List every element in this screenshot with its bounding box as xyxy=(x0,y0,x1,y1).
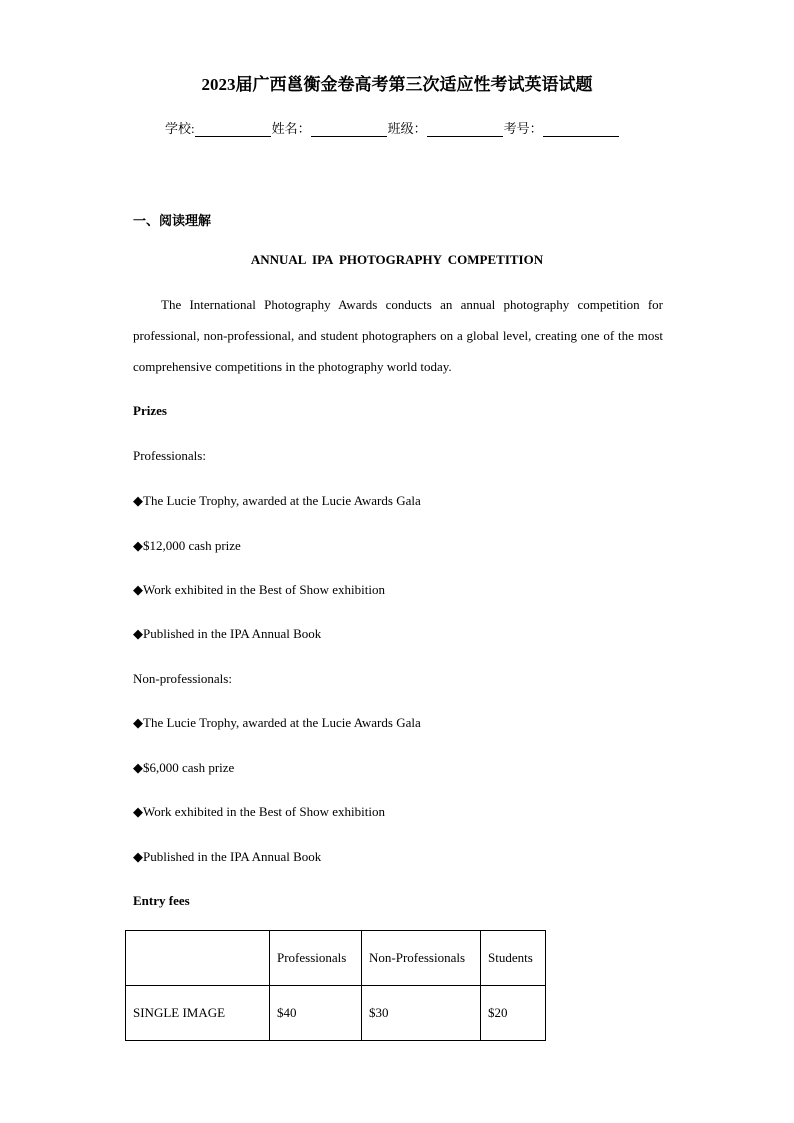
list-item: ◆$12,000 cash prize xyxy=(133,538,241,553)
list-item: ◆Published in the IPA Annual Book xyxy=(133,626,322,641)
table-row xyxy=(126,986,546,1041)
table-cell: $30 xyxy=(362,986,481,1041)
name-label: 姓名： xyxy=(271,121,311,136)
prizes-heading: Prizes xyxy=(133,403,167,418)
table-cell: $20 xyxy=(481,986,546,1041)
article-intro xyxy=(133,289,663,382)
list-item: ◆The Lucie Trophy, awarded at the Lucie Awards Gala xyxy=(133,493,421,508)
list-item: ◆Work exhibited in the Best of Show exhibition xyxy=(133,582,385,597)
list-item: ◆The Lucie Trophy, awarded at the Lucie Awards Gala xyxy=(133,715,421,730)
school-blank[interactable] xyxy=(195,122,271,137)
exam-no-blank[interactable] xyxy=(543,122,619,137)
class-blank[interactable] xyxy=(427,122,503,137)
school-label: 学校: xyxy=(165,121,195,136)
entry-fees-heading: Entry fees xyxy=(133,893,190,908)
entry-fees-table xyxy=(125,930,546,1041)
exam-no-label: 考号： xyxy=(503,121,543,136)
table-header-cell: Professionals xyxy=(270,931,362,986)
nonprofessionals-label: Non-professionals: xyxy=(133,671,232,686)
class-label: 班级： xyxy=(387,121,427,136)
professionals-label: Professionals: xyxy=(133,448,206,463)
document-title: 2023届广西邕衡金卷高考第三次适应性考试英语试题 xyxy=(201,75,593,94)
table-header-cell xyxy=(126,931,270,986)
student-info-line xyxy=(165,118,620,137)
list-item: ◆$6,000 cash prize xyxy=(133,760,235,775)
intro-paragraph: The International Photography Awards conducts an annual photography competition for professional, non-professional, and student photographers on a global level, creating one of the most comprehensive competitions in the photography world today. xyxy=(133,297,663,374)
list-item: ◆Work exhibited in the Best of Show exhibition xyxy=(133,804,385,819)
table-cell: $40 xyxy=(270,986,362,1041)
name-blank[interactable] xyxy=(311,122,387,137)
table-header-cell: Students xyxy=(481,931,546,986)
section-heading: 一、阅读理解 xyxy=(133,213,212,228)
article-title: ANNUAL IPA PHOTOGRAPHY COMPETITION xyxy=(250,252,544,267)
table-header-cell: Non-Professionals xyxy=(362,931,481,986)
table-cell: SINGLE IMAGE xyxy=(126,986,270,1041)
table-header-row xyxy=(126,931,546,986)
list-item: ◆Published in the IPA Annual Book xyxy=(133,849,322,864)
